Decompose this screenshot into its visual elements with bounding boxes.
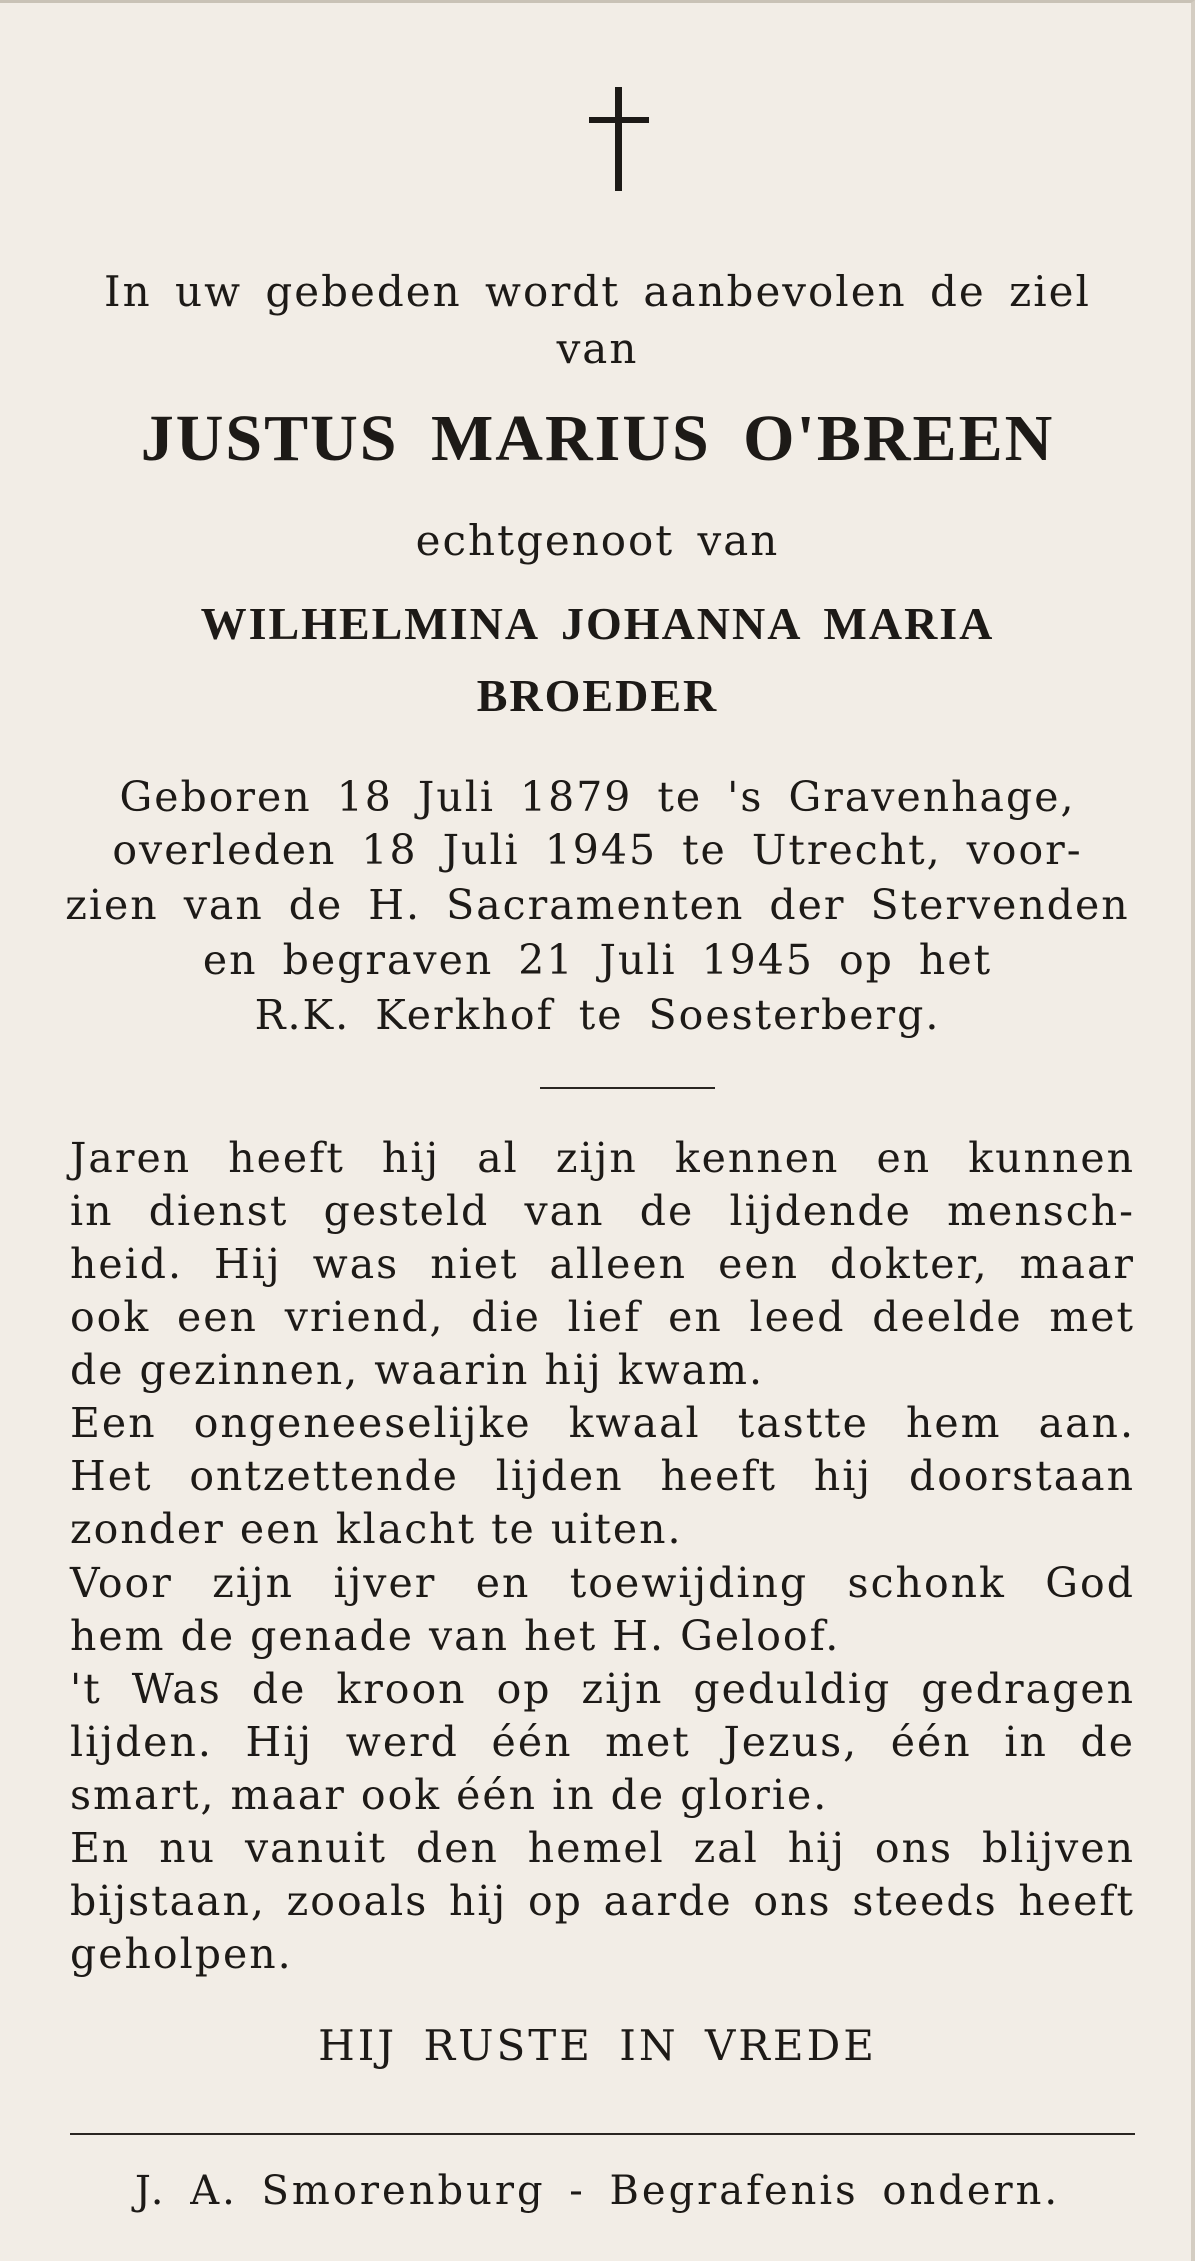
body-line: bijstaan, zooals hij op aarde ons steeds heeft (70, 1877, 1135, 1925)
spouse-name-line2: BROEDER (476, 670, 719, 721)
body-line: smart, maar ook één in de glorie. (70, 1771, 829, 1819)
body-line: heid. Hij was niet alleen een dokter, maar (70, 1240, 1135, 1288)
body-line: Jaren heeft hij al zijn kennen en kunnen (70, 1134, 1135, 1182)
facts-line: R.K. Kerkhof te Soesterberg. (254, 991, 941, 1039)
body-line: in dienst gesteld van de lijdende mensch- (70, 1187, 1135, 1235)
footer-divider (70, 2133, 1135, 2135)
cross-icon (589, 87, 649, 191)
printer-credit: J. A. Smorenburg - Begrafenis ondern. (134, 2168, 1061, 2214)
body-line: ook een vriend, die lief en leed deelde met (70, 1293, 1135, 1341)
body-line: 't Was de kroon op zijn geduldig gedragen (70, 1665, 1135, 1713)
body-line: zonder een klacht te uiten. (70, 1505, 683, 1553)
body-line: de gezinnen, waarin hij kwam. (70, 1346, 765, 1394)
body-line: Het ontzettende lijden heeft hij doorstaan (70, 1452, 1135, 1500)
facts-line: en begraven 21 Juli 1945 op het (202, 936, 993, 984)
body-line: Een ongeneeselijke kwaal tastte hem aan. (70, 1399, 1135, 1447)
section-divider (540, 1087, 715, 1089)
facts-line: overleden 18 Juli 1945 te Utrecht, voor- (112, 826, 1083, 874)
spouse-name-line1: WILHELMINA JOHANNA MARIA (200, 598, 995, 649)
facts-line: zien van de H. Sacramenten der Stervenden (65, 881, 1130, 929)
body-line: lijden. Hij werd één met Jezus, één in de (70, 1718, 1135, 1766)
facts-line: Geboren 18 Juli 1879 te 's Gravenhage, (119, 773, 1076, 821)
body-line: hem de genade van het H. Geloof. (70, 1612, 841, 1660)
body-line: En nu vanuit den hemel zal hij ons blijven (70, 1824, 1135, 1872)
intro-line: In uw gebeden wordt aanbevolen de ziel (104, 267, 1091, 316)
relation-line: echtgenoot van (415, 516, 780, 565)
body-line: Voor zijn ijver en toewijding schonk God (70, 1559, 1135, 1607)
deceased-name: JUSTUS MARIUS O'BREEN (140, 402, 1055, 475)
body-line: geholpen. (70, 1930, 293, 1978)
closing-line: HIJ RUSTE IN VREDE (318, 2021, 877, 2070)
intro-line-van: van (556, 324, 639, 373)
